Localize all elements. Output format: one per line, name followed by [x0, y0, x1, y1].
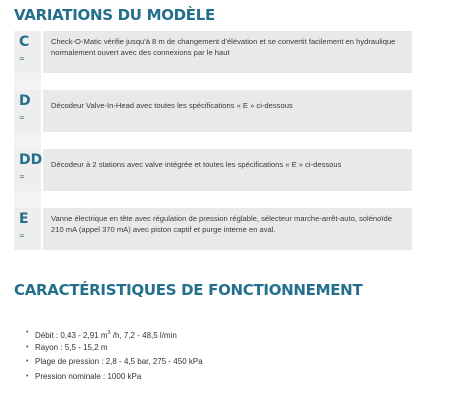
variation-code-cell: [14, 31, 43, 73]
spec-pression: Pression nominale : 1000 kPa: [35, 371, 142, 381]
section-title-caracteristiques: CARACTÉRISTIQUES DE FONCTIONNEMENT: [14, 281, 363, 299]
variation-row: [14, 90, 412, 132]
table-spacer: [14, 132, 412, 149]
variation-description: Check-O-Matic vérifie jusqu'à 8 m de changement d'élévation et se convertit facilement en hydraulique normalement ouvert avec des connexions par le haut: [43, 31, 412, 73]
bullet-icon: •: [26, 343, 29, 351]
variation-row: [14, 149, 412, 191]
table-spacer: [14, 73, 412, 90]
variations-table: [14, 31, 412, 250]
table-spacer: [14, 191, 412, 208]
spec-debit-prefix: Débit : 0,43 - 2,91 m: [35, 331, 108, 340]
variation-code: E: [19, 211, 29, 227]
variation-description: Décodeur à 2 stations avec valve intégrée et toutes les spécifications « E » ci-dessous: [43, 149, 412, 191]
variation-marker: =: [19, 114, 25, 122]
variation-row: [14, 208, 412, 250]
spec-plage: Plage de pression : 2,8 - 4,5 bar, 275 - 450 kPa: [35, 357, 203, 366]
variation-row: [14, 31, 412, 73]
variation-code-cell: [14, 149, 43, 191]
bullet-icon: •: [26, 358, 29, 365]
spec-item-plage: [26, 355, 203, 370]
spec-list: [26, 326, 203, 384]
variation-marker: =: [19, 55, 25, 63]
bullet-icon: •: [26, 372, 29, 380]
variation-description: Décodeur Valve-In-Head avec toutes les spécifications « E » ci-dessous: [43, 90, 412, 132]
bullet-icon: •: [26, 329, 29, 336]
variation-marker: =: [19, 232, 25, 240]
spec-item-pression: [26, 370, 203, 385]
spec-item-rayon: [26, 341, 203, 356]
spec-rayon: Rayon : 5,5 - 15,2 m: [35, 342, 108, 352]
variation-code: C: [19, 34, 30, 50]
section-title-variations: VARIATIONS DU MODÈLE: [14, 6, 215, 24]
variation-code-cell: [14, 90, 43, 132]
variation-code: D: [19, 93, 31, 109]
spec-debit-suffix: /h, 7,2 - 48,5 l/min: [110, 331, 177, 340]
spec-item-debit: [26, 326, 203, 341]
variation-description: Vanne électrique en tête avec régulation de pression réglable, sélecteur marche-arrêt-auto, solénoïde 210 mA (appel 370 mA) avec piston captif et purge interne en aval.: [43, 208, 412, 250]
spec-debit-sup: 3: [107, 330, 111, 336]
variation-marker: =: [19, 173, 25, 181]
variation-code-cell: [14, 208, 43, 250]
variation-code: DD: [19, 152, 43, 168]
